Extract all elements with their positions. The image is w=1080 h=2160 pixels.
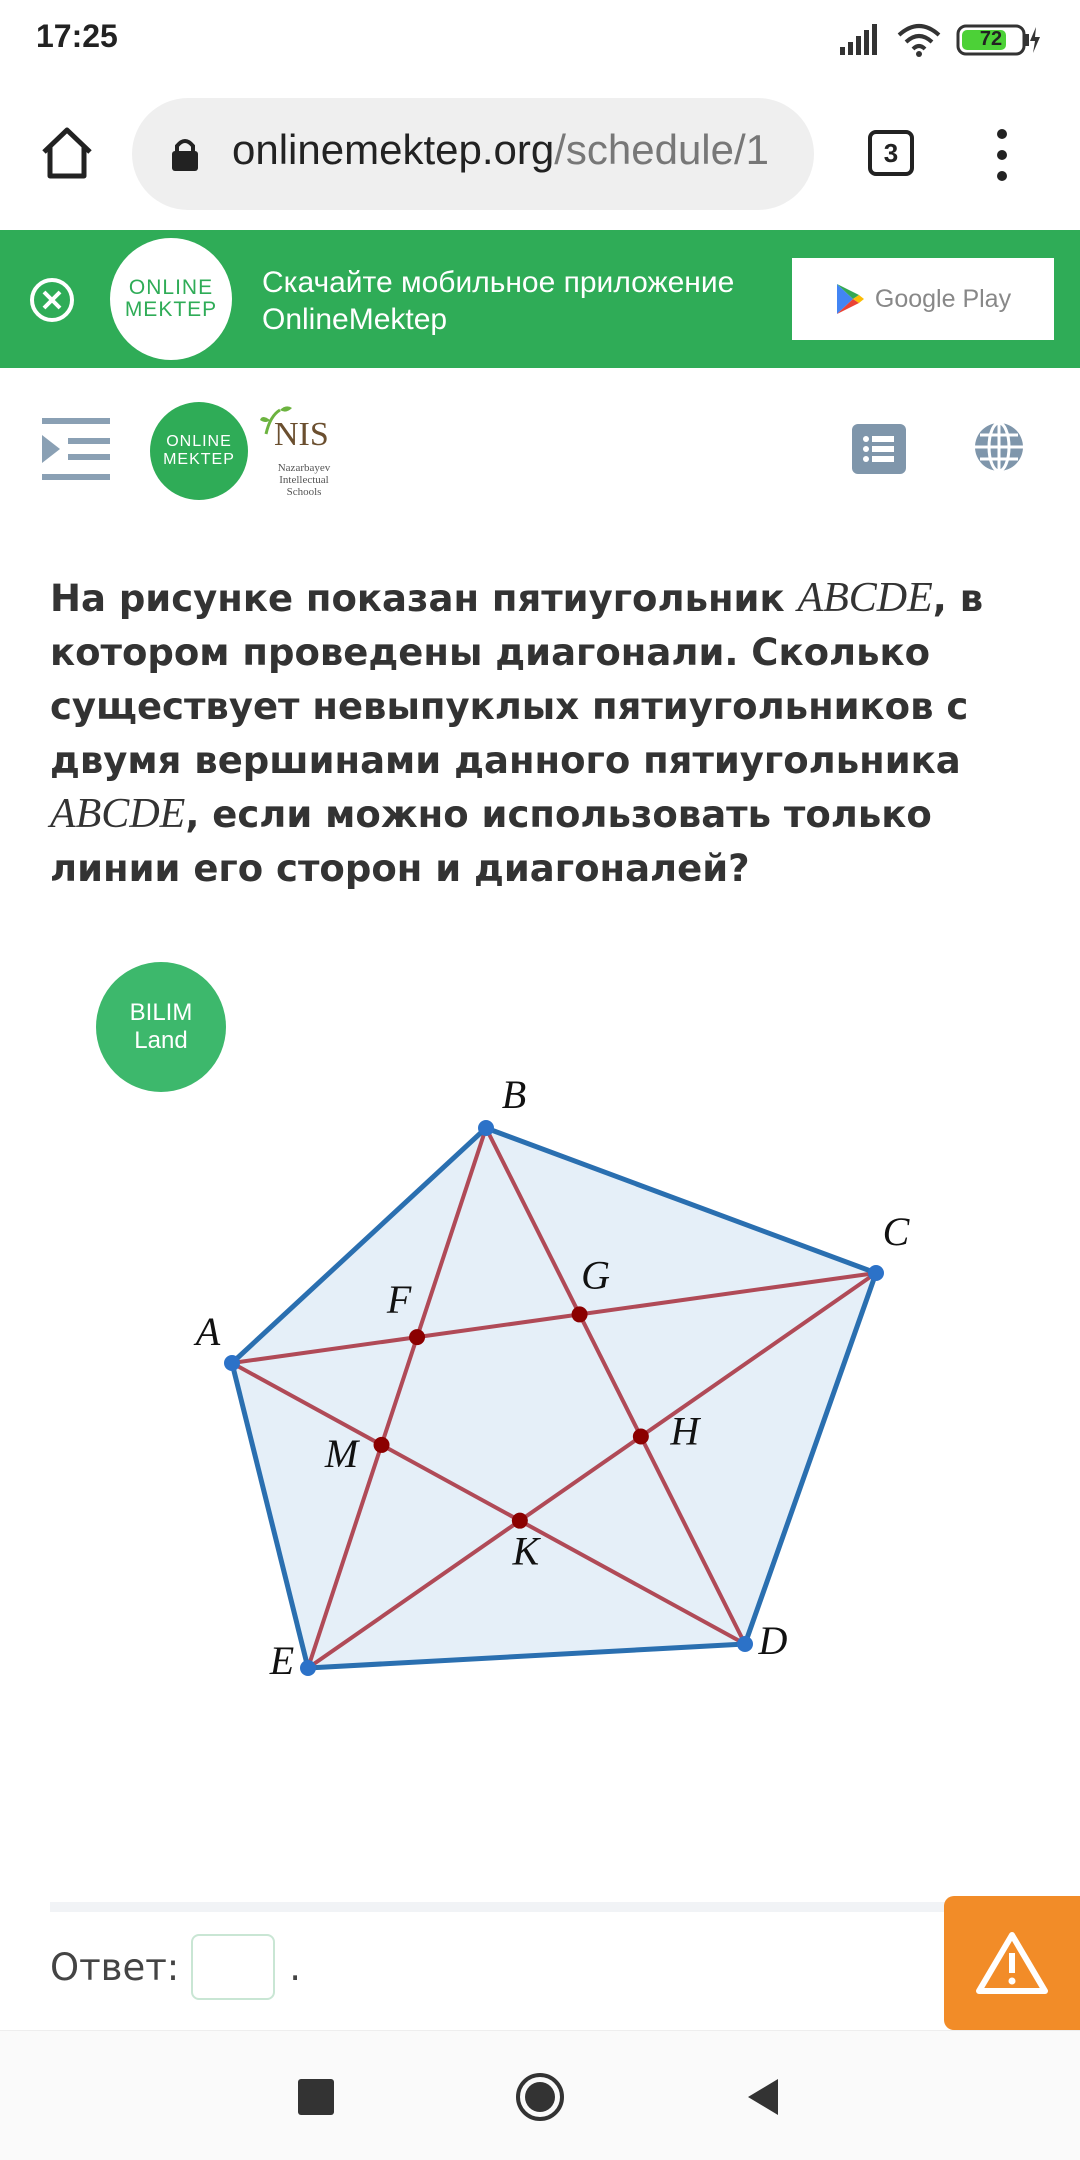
status-icons xyxy=(838,20,1042,60)
battery-percent: 72 xyxy=(979,28,1003,50)
answer-suffix: . xyxy=(289,1945,302,1989)
label-A: A xyxy=(195,1309,221,1354)
google-play-label: Google Play xyxy=(874,284,1012,313)
url-path: /schedule/1 xyxy=(554,126,770,173)
pentagon-name-1: ABCDE xyxy=(797,575,933,621)
nis-subtitle xyxy=(272,462,336,498)
url-bar[interactable] xyxy=(132,98,814,210)
answer-label: Ответ: xyxy=(50,1945,180,1989)
pentagon-fill xyxy=(232,1128,876,1668)
point-E xyxy=(300,1660,316,1676)
point-D xyxy=(737,1636,753,1652)
site-header xyxy=(0,396,1080,506)
browser-toolbar xyxy=(0,88,1080,220)
banner-text xyxy=(262,264,734,338)
url-domain: onlinemektep.org xyxy=(232,126,555,173)
divider xyxy=(50,1902,1000,1912)
point-M xyxy=(374,1437,390,1453)
recent-apps-icon[interactable] xyxy=(290,2071,342,2123)
point-B xyxy=(478,1120,494,1136)
signal-icon xyxy=(838,23,882,57)
more-menu-icon[interactable] xyxy=(996,128,1008,182)
point-K xyxy=(512,1513,528,1529)
google-play-icon xyxy=(835,282,865,316)
question-text xyxy=(50,572,1035,896)
tab-switcher-button[interactable]: 3 xyxy=(868,130,914,176)
battery-indicator xyxy=(956,23,1042,57)
site-logo-line1: ONLINE xyxy=(166,433,232,450)
status-bar xyxy=(0,0,1080,76)
home-icon[interactable] xyxy=(38,124,96,182)
banner-text-line2: OnlineMektep xyxy=(262,303,448,336)
site-logo[interactable] xyxy=(150,402,248,500)
answer-row xyxy=(50,1934,301,2000)
point-F xyxy=(409,1329,425,1345)
nis-sub-line1: Nazarbayev xyxy=(277,462,331,474)
answer-input[interactable] xyxy=(191,1934,275,2000)
status-time: 17:25 xyxy=(36,18,118,54)
sidebar-toggle-icon[interactable] xyxy=(42,416,110,482)
site-logo-line2: MEKTEP xyxy=(163,451,235,468)
point-G xyxy=(572,1306,588,1322)
label-D: D xyxy=(758,1618,788,1663)
point-C xyxy=(868,1265,884,1281)
label-F: F xyxy=(386,1277,412,1323)
point-A xyxy=(224,1355,240,1371)
label-M: M xyxy=(324,1430,359,1476)
banner-logo-line1: ONLINE xyxy=(128,276,214,299)
wifi-icon xyxy=(896,23,942,57)
label-G: G xyxy=(581,1252,611,1298)
label-B: B xyxy=(501,1072,527,1117)
close-icon[interactable] xyxy=(28,276,76,324)
url-text xyxy=(232,126,769,174)
list-icon xyxy=(852,424,906,474)
onlinemektep-logo xyxy=(110,238,232,360)
task-list-button[interactable] xyxy=(852,424,906,474)
point-H xyxy=(633,1429,649,1445)
system-nav-bar xyxy=(0,2030,1080,2160)
back-nav-icon[interactable] xyxy=(738,2071,790,2123)
warning-icon xyxy=(976,1931,1048,1995)
report-problem-button[interactable] xyxy=(944,1896,1080,2030)
app-download-banner xyxy=(0,230,1080,368)
banner-logo-line2: MEKTEP xyxy=(124,298,218,321)
pentagon-name-2: ABCDE xyxy=(50,791,186,837)
label-E: E xyxy=(269,1638,295,1683)
nis-logo xyxy=(252,402,342,498)
nis-mark: NIS xyxy=(274,416,329,453)
bilimland-line1: BILIM xyxy=(129,999,193,1026)
nis-sub-line2: Intellectual xyxy=(279,474,329,486)
label-K: K xyxy=(512,1528,540,1574)
question-part2: , в котором проведены диагонали. Сколько существует невыпуклых пятиугольников с двумя вершинами данного пятиугольника xyxy=(50,577,984,782)
label-H: H xyxy=(670,1408,700,1454)
google-play-button[interactable] xyxy=(792,258,1054,340)
nis-sub-line3: Schools xyxy=(286,486,322,498)
globe-icon[interactable] xyxy=(972,420,1026,474)
bilimland-line2: Land xyxy=(134,1027,188,1054)
banner-text-line1: Скачайте мобильное приложение xyxy=(262,266,735,299)
question-part3: , если можно использовать только линии его сторон и диагоналей? xyxy=(50,793,932,890)
home-nav-icon[interactable] xyxy=(514,2071,566,2123)
question-part1: На рисунке показан пятиугольник xyxy=(50,577,798,620)
lock-icon xyxy=(170,136,200,172)
label-C: C xyxy=(882,1209,910,1254)
pentagon-figure xyxy=(0,1060,1080,1700)
